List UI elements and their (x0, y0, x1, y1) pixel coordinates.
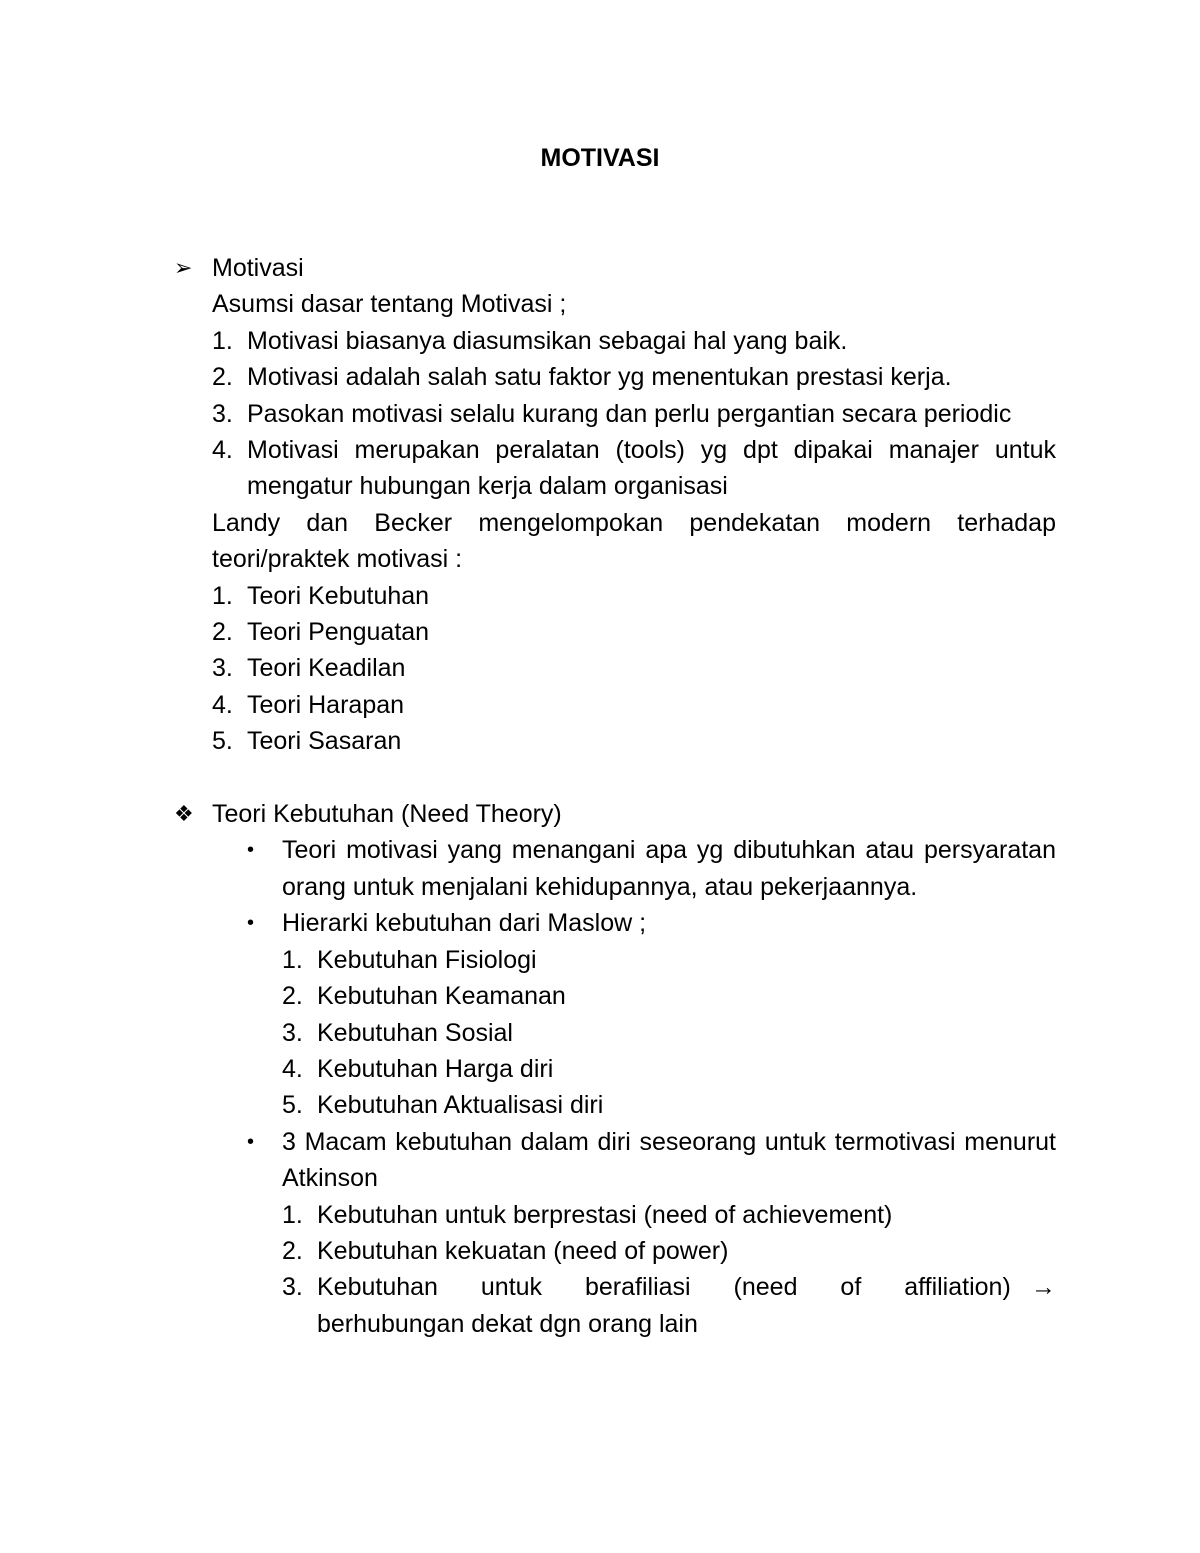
list-number: 2. (212, 618, 233, 647)
list-item (282, 1233, 1056, 1269)
list-number: 3. (282, 1018, 303, 1047)
list-item (212, 687, 1056, 723)
list-text: Kebutuhan untuk berprestasi (need of achievement) (317, 1200, 893, 1229)
right-arrow-icon: → (1031, 1273, 1056, 1302)
atkinson-list (282, 1197, 1056, 1343)
bullet-item (247, 905, 1056, 941)
bullet-item (247, 832, 1056, 905)
list-item (282, 1051, 1056, 1087)
list-text: Kebutuhan Fisiologi (317, 945, 537, 974)
section-need-theory-heading (174, 796, 1056, 832)
list-item (282, 942, 1056, 978)
list-item (212, 650, 1056, 686)
bullet-dot-icon: • (247, 839, 255, 862)
justified-line (317, 1269, 1056, 1305)
list-text: Kebutuhan Keamanan (317, 982, 566, 1011)
list-item (282, 1269, 1056, 1342)
list-number: 3. (282, 1273, 303, 1302)
list-item (212, 432, 1056, 505)
list-item (212, 323, 1056, 359)
list-item (282, 978, 1056, 1014)
list-number: 5. (212, 727, 233, 756)
list-text: Teori Sasaran (247, 727, 402, 756)
list-number: 1. (212, 326, 233, 355)
landy-becker-paragraph: Landy dan Becker mengelompokan pendekatan modern terhadap teori/praktek motivasi : (212, 508, 1056, 574)
list-text: Kebutuhan Sosial (317, 1018, 513, 1047)
theories-list (212, 578, 1056, 760)
list-text: Teori Kebutuhan (247, 581, 430, 610)
bullet-item (247, 1124, 1056, 1197)
list-item (212, 396, 1056, 432)
assumptions-list (212, 323, 1056, 505)
list-text: Kebutuhan Aktualisasi diri (317, 1091, 604, 1120)
list-text: Pasokan motivasi selalu kurang dan perlu pergantian secara periodic (247, 399, 1012, 428)
list-number: 2. (212, 363, 233, 392)
list-text: Motivasi adalah salah satu faktor yg menentukan prestasi kerja. (247, 363, 952, 392)
list-text: Kebutuhan untuk berafiliasi (need of affiliation) (317, 1273, 1011, 1302)
bullet-text: Teori motivasi yang menangani apa yg dibutuhkan atau persyaratan orang untuk menjalani kehidupannya, atau pekerjaannya. (282, 836, 1056, 901)
section-heading-text: Motivasi (212, 254, 304, 282)
list-item (212, 578, 1056, 614)
arrowhead-bullet-icon: ➢ (174, 255, 193, 280)
list-text-wrapper (317, 1269, 1056, 1342)
list-number: 1. (212, 581, 233, 610)
list-item (282, 1197, 1056, 1233)
list-item (212, 614, 1056, 650)
list-text: Teori Harapan (247, 690, 405, 719)
list-item (282, 1015, 1056, 1051)
bullet-text: 3 Macam kebutuhan dalam diri seseorang untuk termotivasi menurut Atkinson (282, 1127, 1056, 1193)
list-number: 4. (212, 690, 233, 719)
bullet-text: Hierarki kebutuhan dari Maslow ; (282, 909, 647, 938)
list-text: Teori Penguatan (247, 618, 430, 647)
assumptions-intro: Asumsi dasar tentang Motivasi ; (212, 290, 567, 319)
list-text: Motivasi merupakan peralatan (tools) yg dpt dipakai manajer untuk mengatur hubungan kerja dalam organisasi (247, 436, 1056, 501)
list-text: Kebutuhan kekuatan (need of power) (317, 1236, 729, 1265)
list-text: Motivasi biasanya diasumsikan sebagai hal yang baik. (247, 326, 848, 355)
section-heading-text: Teori Kebutuhan (Need Theory) (212, 800, 562, 829)
bullet-dot-icon: • (247, 912, 255, 935)
list-text: Teori Keadilan (247, 654, 406, 683)
list-number: 1. (282, 945, 303, 974)
need-theory-bullets (247, 832, 1056, 1342)
list-number: 4. (212, 436, 233, 465)
list-item (212, 723, 1056, 759)
list-number: 3. (212, 654, 233, 683)
diamond-bullet-icon: ❖ (174, 801, 194, 827)
list-text: Kebutuhan Harga diri (317, 1054, 554, 1083)
list-text-continuation: berhubungan dekat dgn orang lain (317, 1309, 698, 1338)
list-number: 5. (282, 1091, 303, 1120)
bullet-dot-icon: • (247, 1130, 255, 1153)
list-item (282, 1087, 1056, 1123)
section-motivasi-heading (174, 250, 1056, 286)
list-number: 1. (282, 1200, 303, 1229)
section-spacer (212, 760, 1056, 796)
document-body (174, 250, 1056, 1342)
list-number: 2. (282, 982, 303, 1011)
list-number: 3. (212, 399, 233, 428)
maslow-list (282, 942, 1056, 1124)
list-item (212, 359, 1056, 395)
list-number: 4. (282, 1054, 303, 1083)
page-title: MOTIVASI (540, 144, 660, 172)
list-number: 2. (282, 1236, 303, 1265)
